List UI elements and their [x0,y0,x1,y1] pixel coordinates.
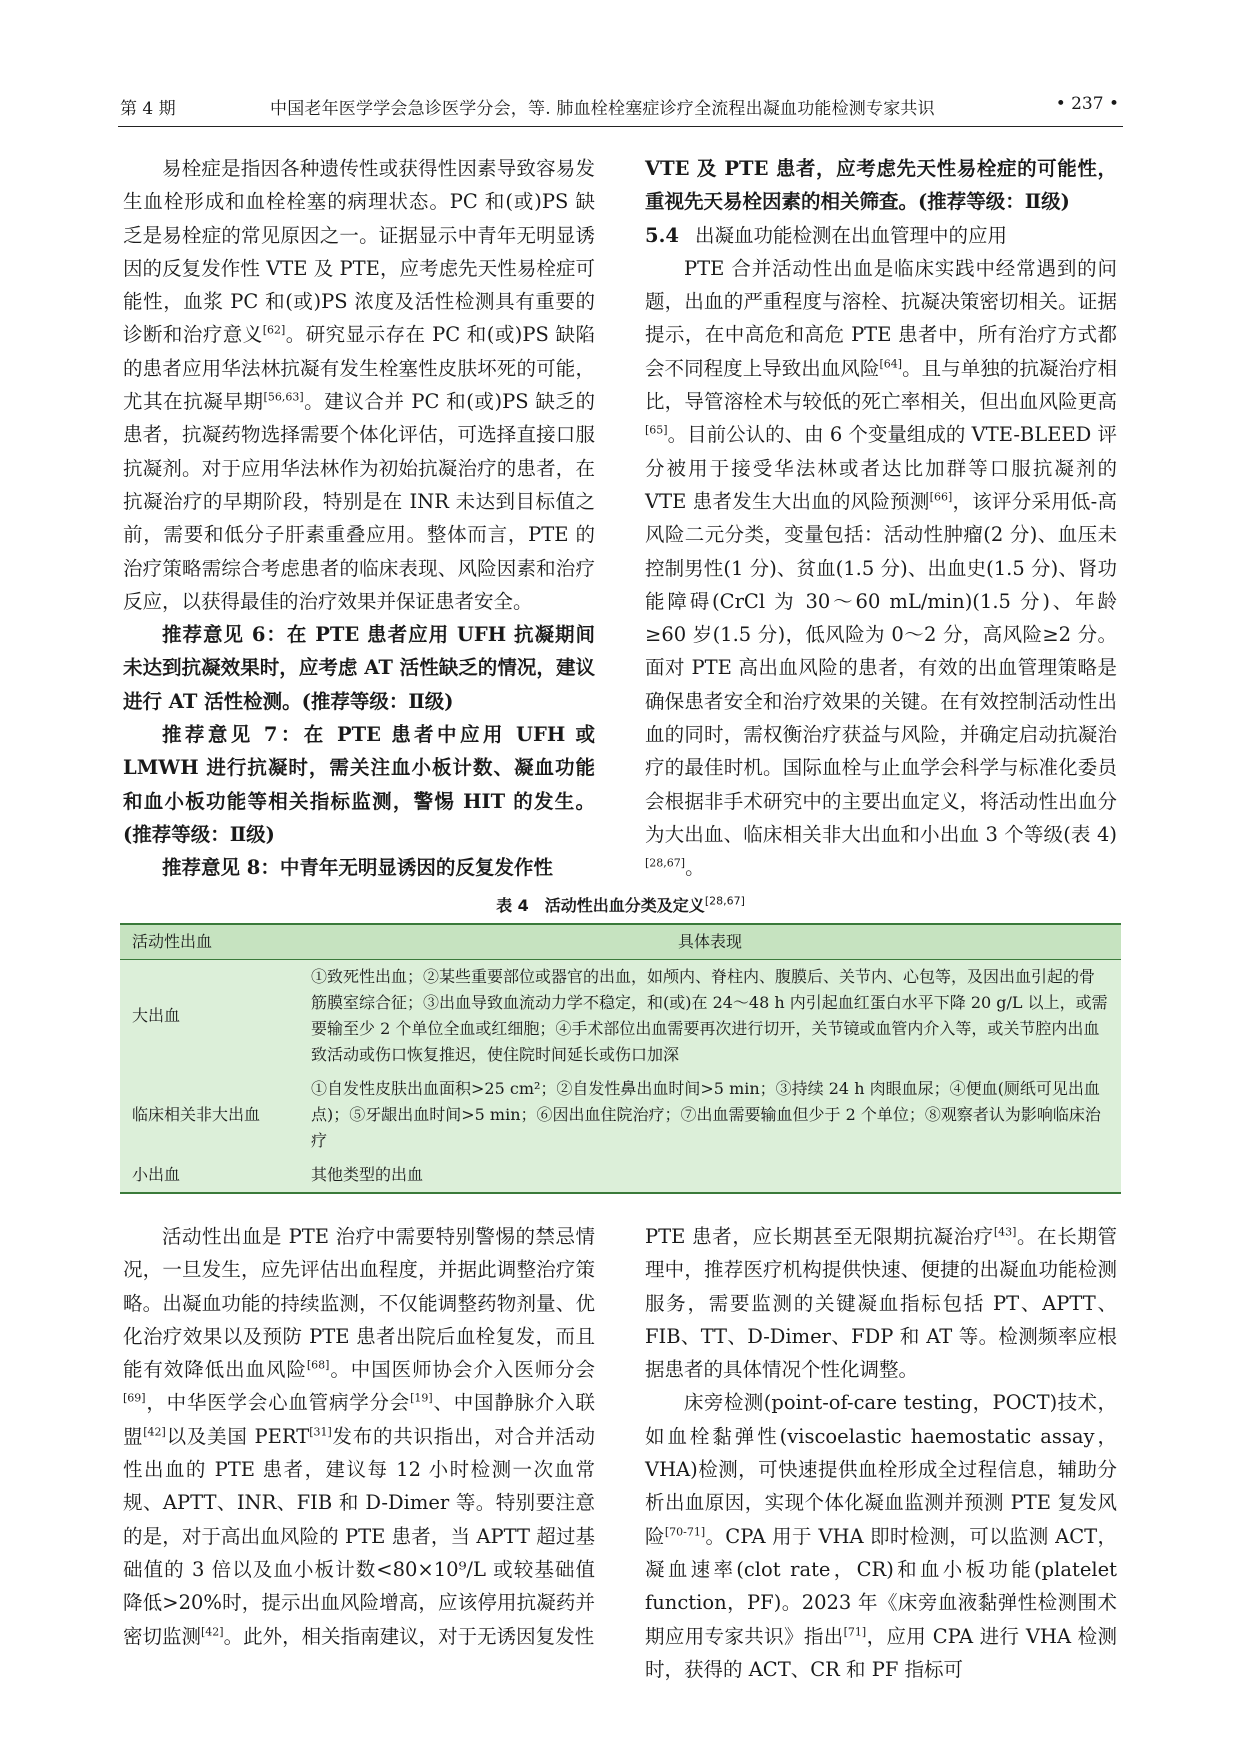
table-cell-category: 大出血 [132,1006,181,1025]
table-cell-detail: ①自发性皮肤出血面积>25 cm²；②自发性鼻出血时间>5 min；③持续 24 h 肉眼血尿；④便血(厕纸可见出血点)；⑤牙龈出血时间>5 min；⑥因出血住院治疗；⑦出血需要输血但少于 2 个单位；⑧观察者认为影响临床治疗 [311,1079,1101,1150]
citation: [28,67] [645,856,686,870]
citation: [65] [645,423,668,437]
page-number: • 237 • [1055,94,1119,114]
table-row [120,1072,1121,1158]
section-number: 5.4 [645,223,679,247]
table-row [120,960,1121,1073]
citation: [56,63] [263,390,304,404]
citation: [62] [262,323,286,337]
right-column-bottom [645,1220,1117,1686]
table-caption: 表 4 活动性出血分类及定义[28,67] [496,894,745,915]
table-row [120,1158,1121,1193]
table-cell-detail: ①致死性出血；②某些重要部位或器官的出血，如颅内、脊柱内、腹膜后、关节内、心包等，及因出血引起的骨筋膜室综合征；③出血导致血流动力学不稳定，和(或)在 24～48 h 内引起血红蛋白水平下降 20 g/L 以上，或需要输至少 2 个单位全血或红细胞；④手术部位出血需要再次进行切开，关节镜或血管内介入等，或关节腔内出血致活动或伤口恢复推迟，使住院时间延长或伤口加深 [311,967,1108,1064]
table-cell-category: 小出血 [120,1158,299,1193]
table-cell-category: 临床相关非大出血 [132,1105,261,1124]
section-title: 出凝血功能检测在出血管理中的应用 [694,223,1007,247]
right-column-top [645,152,1117,885]
table-cell-detail: 其他类型的出血 [299,1158,1121,1193]
issue-label: 第 4 期 [120,99,176,119]
citation: [71] [843,1625,867,1639]
recommendation-8-start: 推荐意见 8：中青年无明显诱因的反复发作性 [162,856,553,880]
citation: [70-71] [664,1525,706,1539]
table-header-row [120,924,1121,960]
bleeding-classification-table [120,923,1121,1194]
citation: [42] [143,1425,166,1439]
citation: [64] [879,357,903,371]
citation: [28,67] [704,894,745,908]
running-header [118,86,1123,127]
citation: [68] [306,1358,330,1372]
left-column-top [123,152,595,885]
paragraph-thrombophilia: 易栓症是指因各种遗传性或获得性因素导致容易发生血栓形成和血栓栓塞的病理状态。PC 和(或)PS 缺乏是易栓症的常见原因之一。证据显示中青年无明显诱因的反复发作性 VTE 及 PTE，应考虑先天性易栓症可能性，血浆 PC 和(或)PS 浓度及活性检测具有重要的诊断和治疗意义[62]。研究显示存在 PC 和(或)PS 缺陷的患者应用华法林抗凝有发生栓塞性皮肤坏死的可能，尤其在抗凝早期[56,63]。建议合并 PC 和(或)PS 缺乏的患者，抗凝药物选择需要个体化评估，可选择直接口服抗凝剂。对于应用华法林作为初始抗凝治疗的患者，在抗凝治疗的早期阶段，特别是在 INR 未达到目标值之前，需要和低分子肝素重叠应用。整体而言，PTE 的治疗策略需综合考虑患者的临床表现、风险因素和治疗反应，以获得最佳的治疗效果并保证患者安全。 [123,157,595,613]
recommendation-7: 推荐意见 7：在 PTE 患者中应用 UFH 或 LMWH 进行抗凝时，需关注血小板计数、凝血功能和血小板功能等相关指标监测，警惕 HIT 的发生。(推荐等级：Ⅱ级) [123,723,595,846]
running-title: 中国老年医学学会急诊医学分会，等. 肺血栓栓塞症诊疗全流程出凝血功能检测专家共识 [270,99,935,119]
paragraph-bleeding-management: PTE 合并活动性出血是临床实践中经常遇到的问题，出血的严重程度与溶栓、抗凝决策密切相关。证据提示，在中高危和高危 PTE 患者中，所有治疗方式都会不同程度上导致出血风险[64]。且与单独的抗凝治疗相比，导管溶栓术与较低的死亡率相关，但出血风险更高[65]。目前公认的、由 6 个变量组成的 VTE-BLEED 评分被用于接受华法林或者达比加群等口服抗凝剂的 VTE 患者发生大出血的风险预测[66]，该评分采用低-高风险二元分类，变量包括：活动性肿瘤(2 分)、血压未控制男性(1 分)、贫血(1.5 分)、出血史(1.5 分)、肾功能障碍(CrCl 为 30～60 mL/min)(1.5 分)、年龄≥60 岁(1.5 分)，低风险为 0～2 分，高风险≥2 分。面对 PTE 高出血风险的患者，有效的出血管理策略是确保患者安全和治疗效果的关键。在有效控制活动性出血的同时，需权衡治疗获益与风险，并确定启动抗凝治疗的最佳时机。国际血栓与止血学会科学与标准化委员会根据非手术研究中的主要出血定义，将活动性出血分为大出血、临床相关非大出血和小出血 3 个等级(表 4)[28,67]。 [645,256,1117,880]
recommendation-6: 推荐意见 6：在 PTE 患者应用 UFH 抗凝期间未达到抗凝效果时，应考虑 AT 活性缺乏的情况，建议进行 AT 活性检测。(推荐等级：Ⅱ级) [123,623,595,713]
paragraph-poct: 床旁检测(point-of-care testing，POCT)技术，如血栓黏弹性(viscoelastic haemostatic assay，VHA)检测，可快速提供血栓形成全过程信息，辅助分析出血原因，实现个体化凝血监测并预测 PTE 复发风险[70-71]。CPA 用于 VHA 即时检测，可以监测 ACT，凝血速率(clot rate，CR)和血小板功能(platelet function，PF)。2023 年《床旁血液黏弹性检测围术期应用专家共识》指出[71]，应用 CPA 进行 VHA 检测时，获得的 ACT、CR 和 PF 指标可 [645,1391,1117,1681]
citation: [43] [993,1225,1017,1239]
recommendation-8-cont: VTE 及 PTE 患者，应考虑先天性易栓症的可能性，重视先天易栓因素的相关筛查。(推荐等级：Ⅱ级) [645,157,1117,214]
citation: [69] [123,1391,146,1405]
citation: [19] [410,1391,433,1405]
citation: [66] [929,490,953,504]
section-heading [645,219,1117,252]
table-header-cell: 活动性出血 [120,924,299,960]
citation: [31] [309,1425,332,1439]
paragraph-long-term: PTE 患者，应长期甚至无限期抗凝治疗[43]。在长期管理中，推荐医疗机构提供快速、便捷的出凝血功能检测服务，需要监测的关键凝血指标包括 PT、APTT、FIB、TT、D-Dimer、FDP 和 AT 等。检测频率应根据患者的具体情况个性化调整。 [645,1225,1117,1382]
paragraph-active-bleeding: 活动性出血是 PTE 治疗中需要特别警惕的禁忌情况，一旦发生，应先评估出血程度，并据此调整治疗策略。出凝血功能的持续监测，不仅能调整药物剂量、优化治疗效果以及预防 PTE 患者出院后血栓复发，而且能有效降低出血风险[68]。中国医师协会介入医师分会[69]，中华医学会心血管病学分会[19]、中国静脉介入联盟[42]以及美国 PERT[31]发布的共识指出，对合并活动性出血的 PTE 患者，建议每 12 小时检测一次血常规、APTT、INR、FIB 和 D-Dimer 等。特别要注意的是，对于高出血风险的 PTE 患者，当 APTT 超过基础值的 3 倍以及血小板计数<80×10⁹/L 或较基础值降低>20%时，提示出血风险增高，应该停用抗凝药并密切监测[42]。此外，相关指南建议，对于无诱因复发性 [123,1225,595,1648]
table-header-cell: 具体表现 [299,924,1121,960]
left-column-bottom [123,1220,595,1653]
citation: [42] [201,1625,224,1639]
